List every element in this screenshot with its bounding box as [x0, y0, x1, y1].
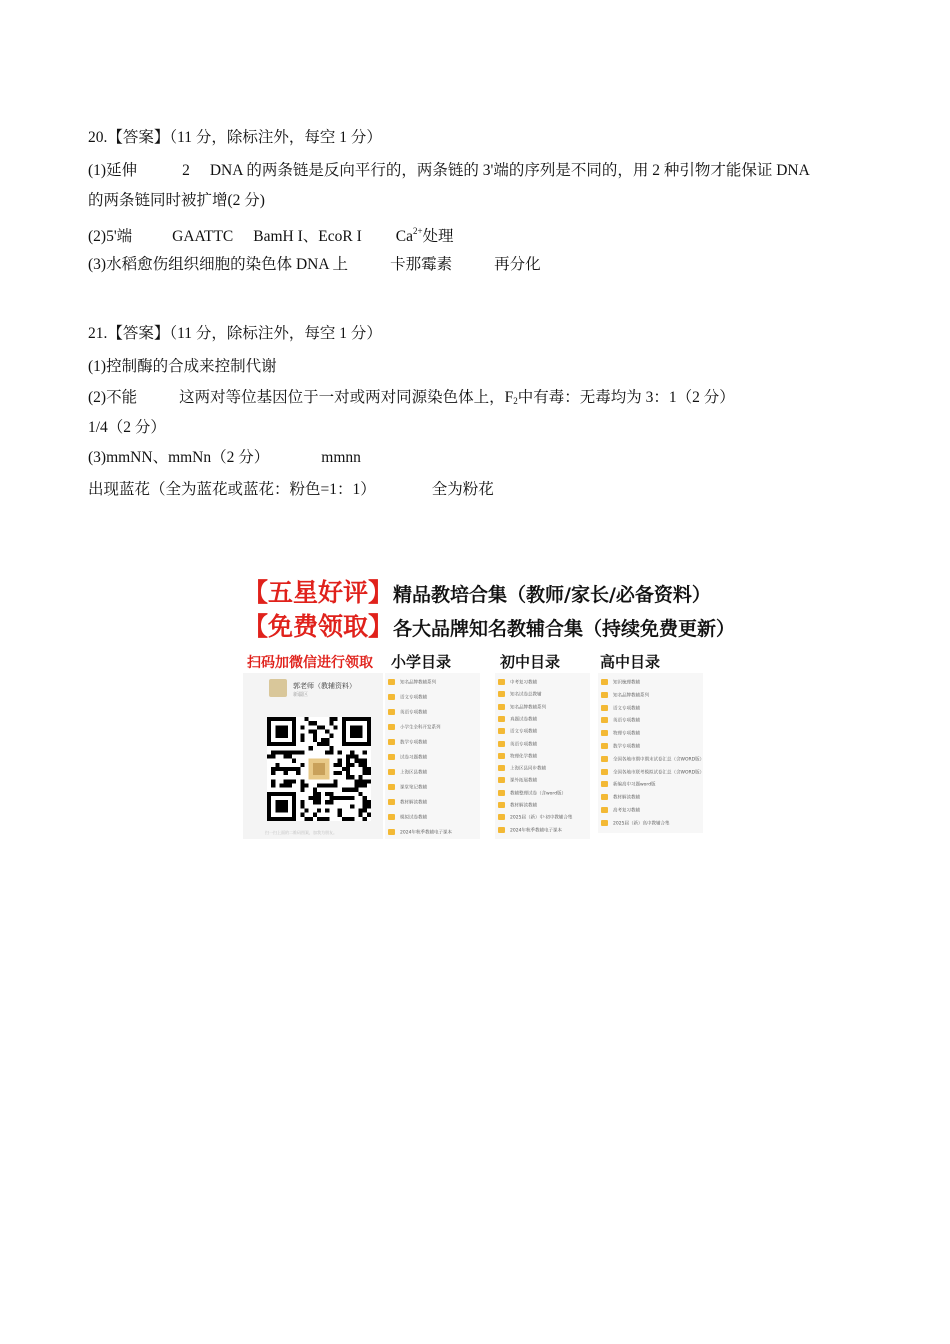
catalog-folder-item[interactable] [388, 724, 441, 732]
catalog-folder-label: 上海区县同步教辅 [510, 766, 546, 772]
catalog-folder-item[interactable] [601, 743, 640, 751]
catalog-folder-label: 教材解读教辅 [613, 795, 640, 801]
catalog-folder-item[interactable] [388, 784, 427, 792]
catalog-folder-item[interactable] [601, 679, 640, 687]
catalog-folder-item[interactable] [601, 769, 704, 777]
folder-icon [498, 753, 505, 759]
folder-icon [388, 724, 395, 730]
teacher-name: 郭老师（教辅资料） [293, 682, 356, 690]
catalog-folder-label: 英语专项教辅 [613, 718, 640, 724]
catalog-folder-label: 2025届（新）高中教辅合集 [613, 821, 670, 827]
folder-icon [601, 743, 608, 749]
catalog-folder-item[interactable] [498, 704, 546, 712]
folder-icon [601, 820, 608, 826]
folder-icon [388, 784, 395, 790]
q20-p3-blank3: 再分化 [494, 256, 541, 273]
q20-p1-blank3: DNA 的两条链是反向平行的，两条链的 3'端的序列是不同的，用 2 种引物才能保证 DNA [209, 162, 810, 179]
catalog-folder-item[interactable] [388, 739, 427, 747]
catalog-folder-item[interactable] [498, 827, 562, 835]
q20-p2-blank2: GAATTC [172, 228, 234, 245]
promo-banner [243, 567, 736, 839]
catalog-folder-label: 知名品牌教辅系列 [613, 693, 649, 699]
q21-header: 21.【答案】（11 分，除标注外，每空 1 分） [88, 325, 382, 342]
catalog-folder-label: 语文专项教辅 [400, 695, 427, 701]
teacher-region: 新疆区 [293, 692, 309, 698]
q21-p3-blank1: (3)mmNN、mmNn（2 分） [88, 449, 270, 466]
q20-part1-cont: 的两条链同时被扩增(2 分) [88, 192, 265, 209]
catalog-folder-label: 教材解读教辅 [510, 803, 537, 809]
q21-part4 [88, 480, 494, 500]
folder-icon [498, 741, 505, 747]
catalog-folder-label: 物理专项教辅 [613, 731, 640, 737]
catalog-folder-item[interactable] [498, 679, 537, 687]
catalog-folder-item[interactable] [601, 781, 656, 789]
catalog-folder-item[interactable] [388, 814, 427, 822]
folder-icon [498, 728, 505, 734]
catalog-folder-label: 全国各地市联考模拟试卷汇总（含WORD版） [613, 770, 705, 776]
catalog-folder-item[interactable] [498, 753, 537, 761]
catalog-folder-label: 试卷习题教辅 [400, 755, 427, 761]
catalog-folder-item[interactable] [601, 820, 669, 828]
folder-icon [601, 807, 608, 813]
folder-icon [498, 814, 505, 820]
high-catalog-title: 高中目录 [600, 653, 661, 671]
folder-icon [388, 754, 395, 760]
promo-headline-2: 【免费领取】各大品牌知名教辅合集（持续免费更新） [243, 612, 736, 641]
q21-p3-blank2: mmnn [321, 449, 361, 466]
catalog-folder-label: 知名品牌教辅系列 [510, 705, 546, 711]
middle-catalog-list [495, 673, 590, 839]
q20-p3-blank2: 卡那霉素 [390, 256, 453, 273]
q20-p2-blank4: $Ca^{2+}$处理 [395, 226, 454, 245]
folder-icon [601, 794, 608, 800]
catalog-folder-label: 知名试卷总教辅 [510, 692, 542, 698]
qr-note: 扫一扫上面的二维码图案，加我为朋友。 [265, 830, 337, 835]
catalog-folder-item[interactable] [388, 829, 452, 837]
q21-part2 [88, 388, 735, 411]
folder-icon [498, 777, 505, 783]
folder-icon [601, 756, 608, 762]
q20-p1-blank1: (1)延伸 [88, 162, 138, 179]
folder-icon [601, 781, 608, 787]
catalog-folder-label: 知名品牌教辅系列 [400, 680, 436, 686]
catalog-folder-label: 物理化学教辅 [510, 754, 537, 760]
primary-catalog-title: 小学目录 [391, 653, 452, 671]
folder-icon [601, 679, 608, 685]
folder-icon [498, 802, 505, 808]
catalog-folder-label: 数学专项教辅 [400, 740, 427, 746]
q21-part3 [88, 448, 361, 468]
folder-icon [388, 694, 395, 700]
catalog-folder-label: 英语专项教辅 [400, 710, 427, 716]
catalog-folder-item[interactable] [388, 679, 436, 687]
q20-part3 [88, 255, 541, 275]
middle-catalog-title: 初中目录 [500, 653, 561, 671]
catalog-folder-item[interactable] [388, 769, 427, 777]
catalog-folder-item[interactable] [498, 777, 537, 785]
catalog-folder-label: 课外拓展教辅 [510, 778, 537, 784]
catalog-folder-label: 语文专项教辅 [613, 706, 640, 712]
folder-icon [498, 827, 505, 833]
catalog-folder-label: 英语专项教辅 [510, 742, 537, 747]
folder-icon [498, 679, 505, 685]
folder-icon [388, 679, 395, 685]
catalog-folder-item[interactable] [388, 754, 427, 762]
catalog-folder-item[interactable] [601, 794, 640, 802]
catalog-folder-item[interactable] [601, 705, 640, 713]
catalog-folder-label: 教辅整理试卷（含word版） [510, 791, 567, 797]
q21-part2-cont: 1/4（2 分） [88, 419, 166, 436]
catalog-folder-label: 知识梳理教辅 [613, 680, 640, 686]
avatar [269, 679, 287, 697]
folder-icon [388, 739, 395, 745]
folder-icon [601, 769, 608, 775]
q21-part1: (1)控制酶的合成来控制代谢 [88, 358, 277, 375]
catalog-folder-label: 2024年秋季教辅电子课本 [510, 828, 562, 834]
folder-icon [601, 730, 608, 736]
catalog-folder-label: 真题试卷教辅 [510, 717, 537, 723]
catalog-folder-item[interactable] [601, 756, 704, 764]
catalog-folder-label: 数学专项教辅 [613, 744, 640, 750]
folder-icon [498, 790, 505, 796]
folder-icon [388, 814, 395, 820]
catalog-folder-item[interactable] [498, 814, 572, 822]
folder-icon [498, 716, 505, 722]
folder-icon [388, 829, 395, 835]
catalog-folder-item[interactable] [388, 799, 427, 807]
catalog-folder-item[interactable] [498, 716, 537, 724]
catalog-folder-item[interactable] [498, 802, 537, 810]
catalog-folder-item[interactable] [601, 807, 640, 815]
catalog-folder-item[interactable] [601, 692, 649, 700]
promo-headline-1: 【五星好评】精品教培合集（教师/家长/必备资料） [243, 578, 711, 607]
catalog-folder-label: 小学生全科开发系列 [400, 725, 441, 731]
q21-p2-blank2: 这两对等位基因位于一对或两对同源染色体上，$F_2$中有毒：无毒均为 3：1（2 分） [179, 389, 735, 406]
q20-p3-blank1: (3)水稻愈伤组织细胞的染色体 DNA 上 [88, 256, 349, 273]
catalog-folder-label: 教材解读教辅 [400, 800, 427, 806]
catalog-folder-label: 全国各地市期中期末试卷汇总（含WORD版） [613, 757, 705, 763]
catalog-folder-item[interactable] [498, 728, 537, 736]
folder-icon [388, 799, 395, 805]
qr-code-icon[interactable] [267, 717, 371, 821]
catalog-folder-item[interactable] [498, 691, 542, 699]
catalog-folder-item[interactable] [498, 765, 546, 773]
primary-catalog-list [385, 673, 480, 839]
q20-part2 [88, 221, 454, 247]
folder-icon [498, 765, 505, 771]
high-catalog-list [598, 673, 703, 833]
catalog-folder-item[interactable] [498, 741, 537, 749]
folder-icon [388, 769, 395, 775]
scan-label: 扫码加微信进行领取 [247, 655, 373, 671]
q20-part1 [88, 161, 810, 181]
catalog-folder-label: 2024年秋季教辅电子课本 [400, 830, 452, 836]
q21-p4-blank2: 全为粉花 [431, 481, 494, 498]
q20-p1-blank2: 2 [182, 162, 190, 179]
folder-icon [498, 704, 505, 710]
catalog-folder-item[interactable] [601, 717, 640, 725]
folder-icon [601, 705, 608, 711]
folder-icon [388, 709, 395, 715]
catalog-folder-label: 课堂笔记教辅 [400, 785, 427, 791]
q20-header: 20.【答案】（11 分，除标注外，每空 1 分） [88, 129, 382, 146]
folder-icon [498, 691, 505, 697]
catalog-folder-label: 新编高中习题word版 [613, 782, 656, 788]
catalog-folder-label: 中考复习教辅 [510, 680, 537, 686]
catalog-folder-label: 2025届（新）中·初中教辅合集 [510, 815, 573, 821]
catalog-folder-label: 模拟试卷教辅 [400, 815, 427, 821]
catalog-folder-item[interactable] [601, 730, 640, 738]
catalog-folder-item[interactable] [388, 709, 427, 717]
folder-icon [601, 717, 608, 723]
q20-p2-blank1: (2)5'端 [88, 228, 133, 245]
catalog-folder-label: 语文专项教辅 [510, 729, 537, 735]
catalog-folder-item[interactable] [498, 790, 566, 798]
catalog-folder-item[interactable] [388, 694, 427, 702]
q21-p2-blank1: (2)不能 [88, 389, 138, 406]
catalog-folder-label: 上海区县教辅 [400, 770, 427, 776]
q20-p2-blank3: BamH I、EcoR I [253, 228, 362, 245]
catalog-folder-label: 高考复习教辅 [613, 808, 640, 814]
q21-p4-blank1: 出现蓝花（全为蓝花或蓝花：粉色=1：1） [88, 481, 376, 498]
folder-icon [601, 692, 608, 698]
